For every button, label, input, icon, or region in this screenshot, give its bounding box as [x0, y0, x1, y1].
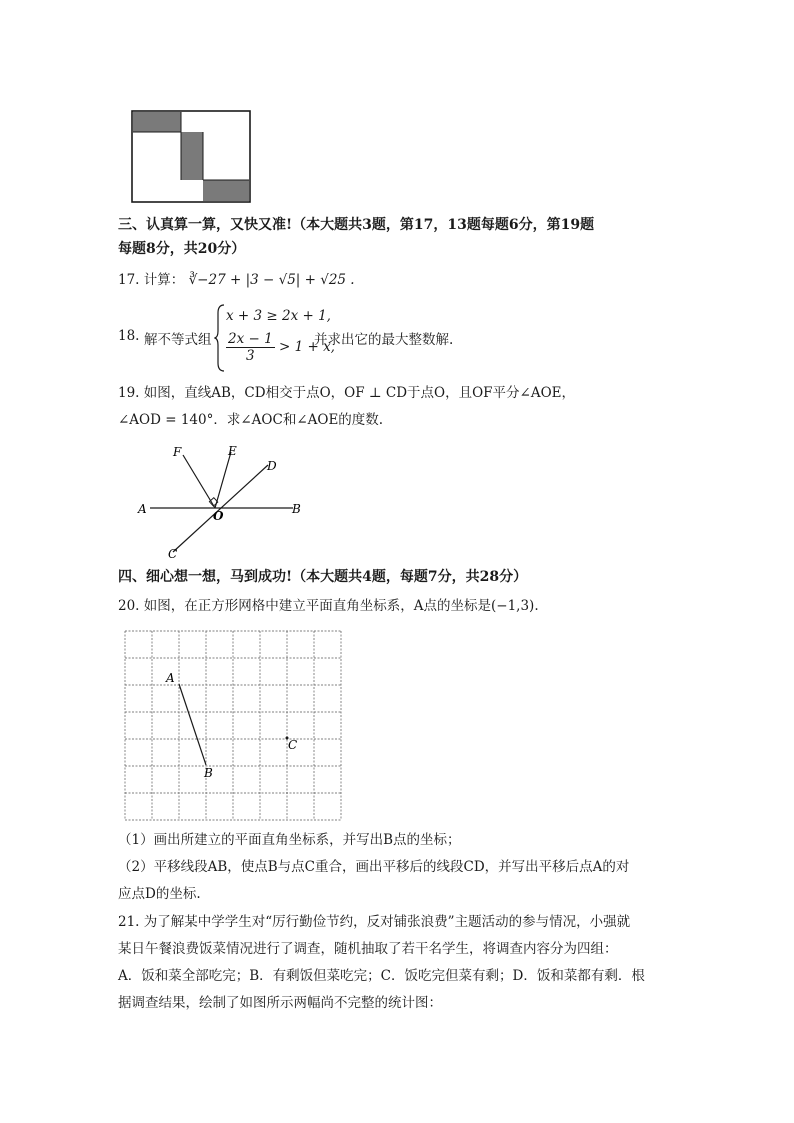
label-e: E — [228, 444, 237, 458]
label-a: A — [138, 502, 147, 516]
label-b: B — [292, 502, 301, 516]
square-grid-figure — [122, 628, 344, 822]
shaded-block-1 — [133, 112, 181, 132]
segment-ab — [179, 684, 206, 765]
label-d: D — [267, 459, 277, 473]
intersecting-lines-figure — [128, 440, 318, 560]
q20-sub2-line1: （2）平移线段AB，使点B与点C重合，画出平移后的线段CD，并写出平移后点A的对 — [118, 859, 630, 875]
q19-line2: ∠AOD = 140°．求∠AOC和∠AOE的度数. — [118, 412, 384, 428]
q19-line1: 19. 如图，直线AB，CD相交于点O，OF ⊥ CD于点O，且OF平分∠AOE， — [118, 385, 576, 401]
q20-sub1: （1）画出所建立的平面直角坐标系，并写出B点的坐标； — [118, 832, 461, 848]
section3-heading-line2: 每题8分，共20分） — [118, 241, 246, 257]
q17-expression: ∛−27 + |3 − √5| + √25 . — [188, 272, 355, 288]
q21-line1: 21. 为了解某中学学生对“厉行勤俭节约，反对铺张浪费”主题活动的参与情况，小强就 — [118, 914, 631, 930]
q17-line — [118, 271, 355, 289]
grid-label-a: A — [166, 671, 175, 685]
shaded-block-3 — [203, 180, 249, 201]
q20-sub2-line2: 应点D的坐标. — [118, 886, 201, 902]
label-o: O — [213, 509, 224, 523]
q18-fraction-numerator: 2x − 1 — [228, 331, 273, 347]
q18-prompt: 解不等式组 — [144, 332, 212, 348]
ray-oe — [215, 452, 231, 508]
q21-line3: A．饭和菜全部吃完；B．有剩饭但菜吃完；C．饭吃完但菜有剩；D．饭和菜都有剩．根 — [118, 968, 645, 984]
grid-label-b: B — [204, 766, 213, 780]
q18-number: 18. — [118, 328, 140, 344]
ray-of — [183, 455, 215, 508]
q18-fraction — [226, 331, 275, 364]
section3-heading-line1: 三、认真算一算，又快又准!（本大题共3题，第17，13题每题6分，第19题 — [118, 217, 595, 233]
q21-line2: 某日午餐浪费饭菜情况进行了调查，随机抽取了若干名学生，将调查内容分为四组： — [118, 941, 618, 957]
label-c: C — [168, 547, 178, 560]
q21-line4: 据调查结果，绘制了如图所示两幅尚不完整的统计图： — [118, 995, 442, 1011]
grid-lines — [125, 631, 341, 820]
q20-line1: 20. 如图，在正方形网格中建立平面直角坐标系，A点的坐标是(−1,3). — [118, 598, 539, 614]
section4-heading: 四、细心想一想，马到成功!（本大题共4题，每题7分，共28分） — [118, 569, 528, 585]
q18-fraction-denominator: 3 — [246, 348, 255, 364]
q18-block — [118, 303, 678, 373]
shaded-block-2 — [181, 132, 203, 180]
q17-number: 17. — [118, 272, 140, 288]
q18-suffix: 并求出它的最大整数解. — [314, 332, 454, 348]
left-brace-icon — [214, 303, 226, 373]
q18-inequality-2-tail: > 1 + x, — [278, 339, 335, 355]
label-f: F — [173, 445, 182, 459]
q17-prompt: 计算： — [143, 272, 185, 288]
grid-label-c: C — [288, 738, 298, 752]
shaded-rectangle-figure — [128, 108, 254, 206]
q18-inequality-1: x + 3 ≥ 2x + 1, — [226, 308, 331, 324]
